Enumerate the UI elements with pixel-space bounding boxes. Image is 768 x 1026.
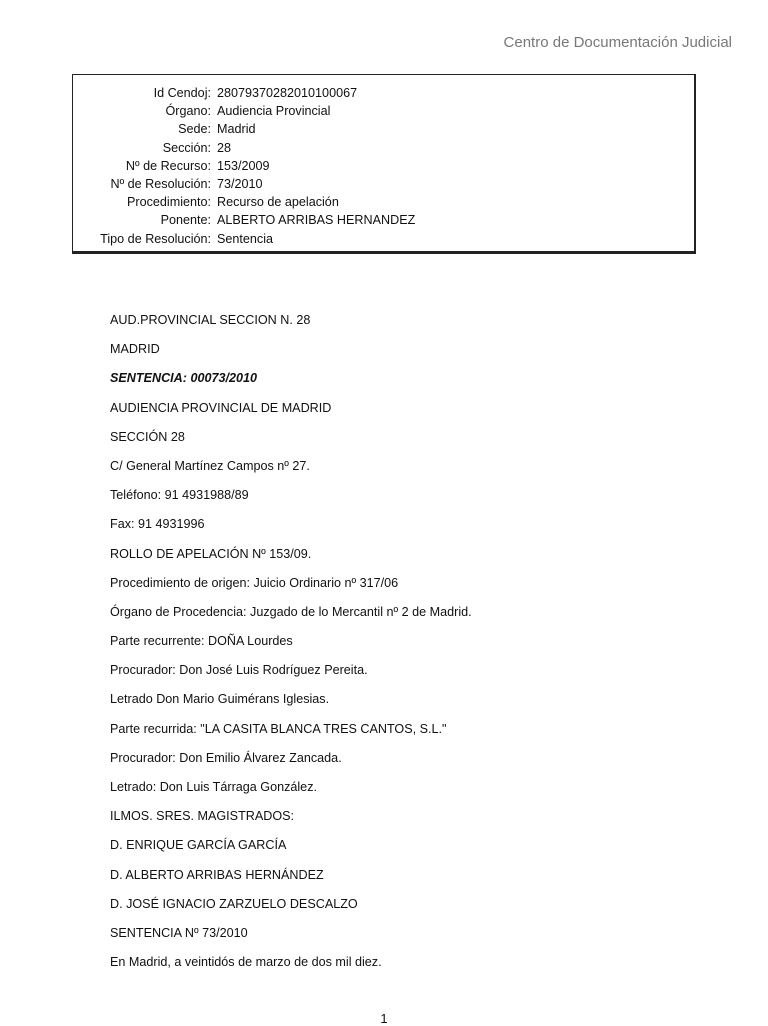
metadata-box xyxy=(72,74,696,254)
metadata-row-ponente xyxy=(73,211,415,229)
phone-line: Teléfono: 91 4931988/89 xyxy=(110,488,249,503)
document-body xyxy=(110,312,710,983)
metadata-row-tipo-resolucion xyxy=(73,230,415,248)
magistrates-heading: ILMOS. SRES. MAGISTRADOS: xyxy=(110,809,295,824)
metadata-value: 28079370282010100067 xyxy=(217,86,358,100)
metadata-value: 73/2010 xyxy=(217,177,263,192)
metadata-label: Ponente: xyxy=(160,213,211,228)
metadata-value: 28 xyxy=(217,140,232,155)
metadata-row-procedimiento xyxy=(73,193,415,211)
metadata-label: Id Cendoj: xyxy=(153,86,211,100)
origin-procedure-line: Procedimiento de origen: Juicio Ordinario nº 317/06 xyxy=(110,575,399,590)
magistrate-line: D. ENRIQUE GARCÍA GARCÍA xyxy=(110,838,287,853)
court-full-name-line: AUDIENCIA PROVINCIAL DE MADRID xyxy=(110,400,332,415)
metadata-value: Madrid xyxy=(217,122,256,137)
magistrate-line: D. JOSÉ IGNACIO ZARZUELO DESCALZO xyxy=(110,896,358,911)
metadata-label: Órgano: xyxy=(165,104,211,119)
respondent-lawyer-line: Letrado: Don Luis Tárraga González. xyxy=(110,780,317,794)
appellant-lawyer-line: Letrado Don Mario Guimérans Iglesias. xyxy=(110,692,330,707)
appeal-roll-line: ROLLO DE APELACIÓN Nº 153/09. xyxy=(110,546,312,561)
metadata-label: Tipo de Resolución: xyxy=(100,231,211,246)
metadata-row-id-cendoj xyxy=(73,84,415,102)
date-place-line: En Madrid, a veintidós de marzo de dos mil diez. xyxy=(110,955,382,970)
page-number: 1 xyxy=(380,1011,388,1026)
metadata-value: ALBERTO ARRIBAS HERNANDEZ xyxy=(217,213,416,228)
metadata-value: Sentencia xyxy=(217,231,274,246)
metadata-label: Procedimiento: xyxy=(127,195,211,210)
metadata-table xyxy=(73,84,415,248)
metadata-row-recurso xyxy=(73,157,415,175)
address-line: C/ General Martínez Campos nº 27. xyxy=(110,458,310,473)
metadata-row-organo xyxy=(73,102,415,120)
city-line: MADRID xyxy=(110,342,160,357)
metadata-label: Sección: xyxy=(162,140,211,155)
metadata-label: Sede: xyxy=(178,122,211,137)
metadata-row-resolucion xyxy=(73,175,415,193)
fax-line: Fax: 91 4931996 xyxy=(110,517,205,532)
appellant-procurator-line: Procurador: Don José Luis Rodríguez Pereita. xyxy=(110,663,368,678)
metadata-value: 153/2009 xyxy=(217,158,270,173)
metadata-row-seccion xyxy=(73,139,415,157)
origin-court-line: Órgano de Procedencia: Juzgado de lo Mercantil nº 2 de Madrid. xyxy=(110,604,472,619)
metadata-value: Audiencia Provincial xyxy=(217,104,331,119)
appellant-line: Parte recurrente: DOÑA Lourdes xyxy=(110,634,293,649)
respondent-procurator-line: Procurador: Don Emilio Álvarez Zancada. xyxy=(110,750,342,765)
document-source-header: Centro de Documentación Judicial xyxy=(503,34,732,51)
magistrate-line: D. ALBERTO ARRIBAS HERNÁNDEZ xyxy=(110,867,324,882)
metadata-row-sede xyxy=(73,120,415,138)
metadata-label: Nº de Resolución: xyxy=(110,177,211,192)
respondent-line: Parte recurrida: "LA CASITA BLANCA TRES CANTOS, S.L." xyxy=(110,721,447,736)
sentence-line: SENTENCIA Nº 73/2010 xyxy=(110,925,248,940)
court-name-line: AUD.PROVINCIAL SECCION N. 28 xyxy=(110,313,311,327)
metadata-label: Nº de Recurso: xyxy=(125,158,211,173)
section-line: SECCIÓN 28 xyxy=(110,429,185,444)
metadata-value: Recurso de apelación xyxy=(217,195,339,210)
sentence-number-heading: SENTENCIA: 00073/2010 xyxy=(110,371,257,386)
